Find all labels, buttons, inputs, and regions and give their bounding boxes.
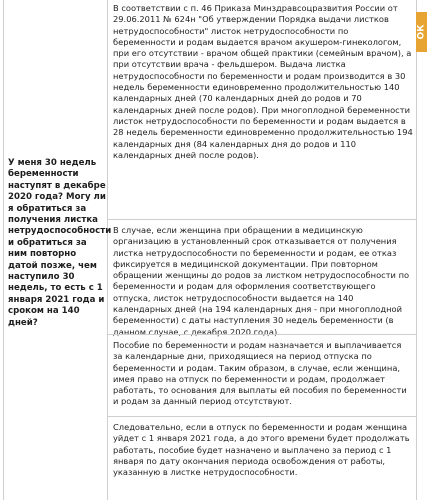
paragraph-divider [108, 416, 417, 417]
faq-table [3, 0, 416, 500]
paragraph-divider [108, 219, 417, 220]
answer-paragraph-3: Пособие по беременности и родам назначается и выплачивается за календарные дни, приходящиеся на период отпуска по беременности и родам. Таким образом, в случае, если женщина, имея право на отпуск по беременности и родам, продолжает работать, то основания для выплаты ей пособия по беременности и родам за данный период отсутствуют. [113, 340, 407, 407]
question-text: У меня 30 недель беременности наступят в декабре 2020 года? Могу ли я обратиться за получения листка нетрудоспособности и обратиться за ним повторно датой позже, чем наступило 30 недель, то есть с 1 января 2021 года и сроком на 140 дней? [8, 158, 112, 328]
answer-paragraph-4: Следовательно, если в отпуск по беременности и родам женщина уйдет с 1 января 2021 года, а до этого времени будет продолжать работать, пособие будет назначено и выплачено за период с 1 января по дату окончания периода освобождения от работы, указанную в листке нетрудоспособности. [113, 422, 410, 478]
answer-cell [108, 0, 417, 500]
answer-paragraph-1: В соответствии с п. 46 Приказа Минздравсоцразвития России от 29.06.2011 № 624н "Об утверждении Порядка выдачи листков нетрудоспособности" листок нетрудоспособности по беременности и родам выдается врачом акушером-гинекологом, при его отсутствии - врачом общей практики (семейным врачом), а при отсутствии врача - фельдшером. Выдача листка нетрудоспособности по беременности и родам производится в 30 недель беременности единовременно продолжительностью 140 календарных дней (70 календарных дней до родов и 70 календарных дней после родов). При многоплодной беременности листок нетрудоспособности по беременности и родам выдается в 28 недель беременности единовременно продолжительностью 194 календарных дня (84 календарных дня до родов и 110 календарных дней после родов). [113, 3, 413, 160]
question-cell [4, 0, 112, 500]
side-tab-label: ОК [416, 24, 427, 40]
answer-paragraph-2: В случае, если женщина при обращении в медицинскую организацию в установленный срок отказывается от получения листка нетрудоспособности по беременности и родам, ее отказ фиксируется в медицинской документации. При повторном обращении женщины до родов за листком нетрудоспособности по беременности и родам для оформления соответствующего отпуска, листок нетрудоспособности выдается на 140 календарных дней (на 194 календарных дня - при многоплодной беременности) с даты наступления 30 недель беременности (в данном случае, с декабря 2020 года). [113, 225, 410, 337]
paragraph-divider [108, 334, 417, 335]
side-feedback-tab[interactable] [416, 12, 427, 52]
